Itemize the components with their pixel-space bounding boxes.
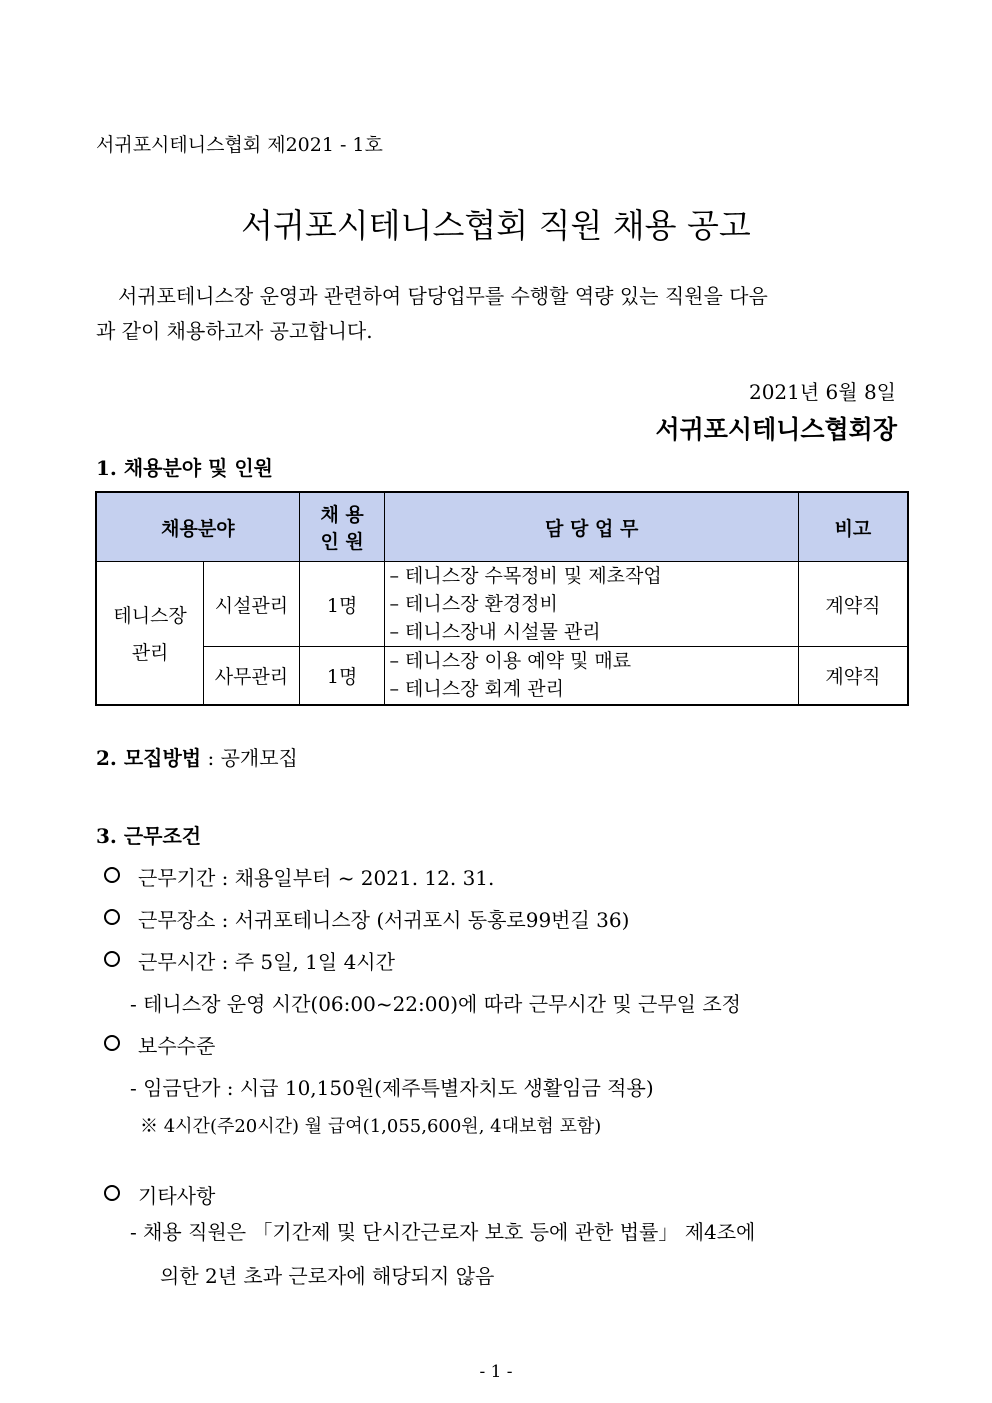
field-cell: 사무관리: [204, 647, 300, 705]
page-number: - 1 -: [479, 1362, 513, 1382]
count-cell: 1명: [299, 562, 385, 647]
table-row: [96, 647, 908, 705]
circle-bullet-icon: [104, 951, 120, 967]
duty-item: – 테니스장 환경정비: [389, 593, 558, 615]
duties-cell: [385, 647, 798, 705]
intro-line-1: 서귀포테니스장 운영과 관련하여 담당업무를 수행할 역량 있는 직원을 다음: [118, 284, 768, 308]
circle-bullet-icon: [104, 1035, 120, 1051]
duties-cell: [385, 562, 798, 647]
group-line-1: 테니스장: [113, 604, 187, 627]
condition-etc-line-2: 의한 2년 초과 근로자에 해당되지 않음: [160, 1264, 495, 1288]
condition-period: [104, 862, 494, 891]
header-count-line-1: 채 용: [320, 504, 364, 526]
section-1-heading: 1. 채용분야 및 인원: [96, 456, 274, 480]
field-cell: 시설관리: [204, 562, 300, 647]
header-count: [299, 492, 385, 562]
intro-line-2: 과 같이 채용하고자 공고합니다.: [96, 319, 373, 343]
circle-bullet-icon: [104, 867, 120, 883]
condition-hours: [104, 946, 395, 975]
recruit-method: : 공개모집: [201, 746, 298, 770]
signer: 서귀포시테니스협회장: [655, 415, 897, 444]
note-cell: 계약직: [798, 562, 908, 647]
page-title: 서귀포시테니스협회 직원 채용 공고: [241, 206, 751, 245]
section-3-heading: 3. 근무조건: [96, 824, 202, 848]
circle-bullet-icon: [104, 1185, 120, 1201]
document-number: 서귀포시테니스협회 제2021 - 1호: [96, 134, 383, 156]
circle-bullet-icon: [104, 909, 120, 925]
condition-etc-line-1: - 채용 직원은 「기간제 및 단시간근로자 보호 등에 관한 법률」 제4조에: [130, 1220, 756, 1244]
condition-pay-rate: - 임금단가 : 시급 10,150원(제주특별자치도 생활임금 적용): [130, 1076, 654, 1100]
header-field: 채용분야: [96, 492, 299, 562]
duty-item: – 테니스장 회계 관리: [389, 678, 564, 701]
duty-item: – 테니스장내 시설물 관리: [389, 621, 601, 643]
duty-item: – 테니스장 이용 예약 및 매료: [389, 650, 632, 673]
note-cell: 계약직: [798, 647, 908, 705]
condition-hours-text: 근무시간 : 주 5일, 1일 4시간: [138, 950, 395, 974]
table-row: [96, 562, 908, 647]
condition-hours-note: - 테니스장 운영 시간(06:00~22:00)에 따라 근무시간 및 근무일 조정: [130, 992, 741, 1016]
header-note: 비고: [798, 492, 908, 562]
group-cell: [96, 562, 204, 705]
group-line-2: 관리: [131, 641, 169, 664]
condition-place: [104, 904, 629, 933]
section-2: [96, 742, 298, 771]
condition-etc: [104, 1180, 215, 1209]
condition-period-text: 근무기간 : 채용일부터 ~ 2021. 12. 31.: [138, 866, 495, 890]
condition-pay-note: ※ 4시간(주20시간) 월 급여(1,055,600원, 4대보험 포함): [140, 1116, 602, 1137]
header-duties: 담 당 업 무: [385, 492, 798, 562]
section-2-heading: 2. 모집방법: [96, 746, 202, 770]
recruitment-table: [95, 491, 909, 706]
condition-place-text: 근무장소 : 서귀포테니스장 (서귀포시 동홍로99번길 36): [138, 908, 630, 932]
header-count-line-2: 인 원: [320, 531, 364, 553]
table-header-row: [96, 492, 908, 562]
announcement-date: 2021년 6월 8일: [748, 380, 896, 404]
condition-pay: [104, 1030, 215, 1059]
duty-item: – 테니스장 수목정비 및 제초작업: [389, 565, 662, 587]
condition-etc-text: 기타사항: [138, 1184, 216, 1208]
count-cell: 1명: [299, 647, 385, 705]
condition-pay-text: 보수수준: [138, 1034, 216, 1058]
